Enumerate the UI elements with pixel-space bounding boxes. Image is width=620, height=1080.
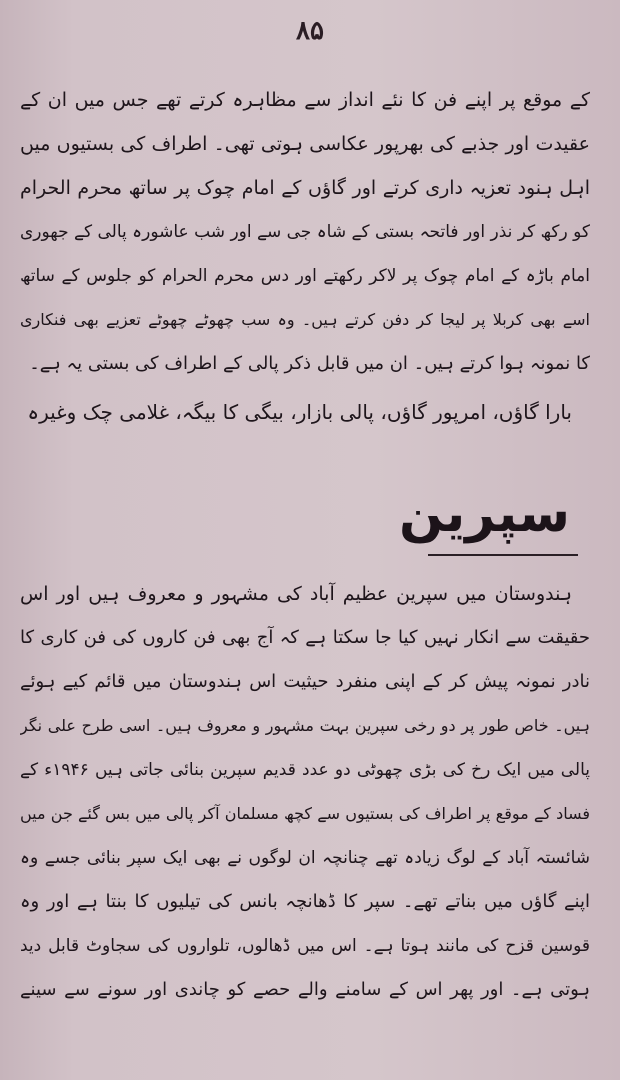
text-line: فساد کے موقع پر اطراف کی بستیوں سے کچھ مسلمان آکر پالی میں بس گئے جن میں bbox=[20, 804, 590, 823]
text-line: عقیدت اور جذبے کی بھرپور عکاسی ہوتی تھی۔ اطراف کی بستیوں میں bbox=[20, 133, 590, 155]
paragraph-1 bbox=[20, 78, 590, 386]
text-line: کو رکھ کر نذر اور فاتحہ بستی کے شاہ جی سے اور شب عاشورہ پالی کے جھوری bbox=[20, 222, 590, 242]
text-line: حقیقت سے انکار نہیں کیا جا سکتا ہے کہ آج بھی فن کاروں کی فن کاری کا bbox=[20, 627, 590, 648]
heading-underline bbox=[428, 554, 578, 556]
places-list bbox=[20, 390, 590, 434]
page-number: ۸۵ bbox=[296, 16, 324, 46]
section-title: سپرین bbox=[398, 484, 570, 544]
text-line: کا نمونہ ہوا کرتے ہیں۔ ان میں قابل ذکر پالی کے اطراف کی بستی یہ ہے۔ bbox=[29, 353, 590, 374]
text-line: نادر نمونہ پیش کر کے اپنی منفرد حیثیت اس ہندوستان میں قائم کیے ہوئے bbox=[20, 671, 590, 692]
text-line: اپنے گاؤں میں بناتے تھے۔ سپر کا ڈھانچہ بانس کی تیلیوں کا بنتا ہے اور وہ bbox=[20, 891, 590, 912]
text-line: ہوتی ہے۔ اور پھر اس کے سامنے والے حصے کو چاندی اور سونے سے سینے bbox=[20, 979, 590, 1000]
text-line: امام باڑہ کے امام چوک پر لاکر رکھتے اور دس محرم الحرام کو جلوس کے ساتھ bbox=[20, 266, 590, 286]
text-line: شائستہ آباد کے لوگ زیادہ تھے چنانچہ ان لوگوں نے بھی ایک سپر بنائی جسے وہ bbox=[20, 848, 590, 868]
text-line: بارا گاؤں، امرپور گاؤں، پالی بازار، بیگی کا بیگہ، غلامی چک وغیرہ bbox=[27, 400, 572, 424]
text-line: اہل ہنود تعزیہ داری کرتے اور گاؤں کے امام چوک پر ساتھ محرم الحرام bbox=[20, 177, 590, 199]
paragraph-2 bbox=[20, 572, 590, 1012]
text-line: ہیں۔ خاص طور پر دو رخی سپرین بہت مشہور و معروف ہیں۔ اسی طرح علی نگر bbox=[20, 716, 590, 735]
text-line: ہندوستان میں سپرین عظیم آباد کی مشہور و معروف ہیں اور اس bbox=[20, 583, 572, 605]
text-line: اسے بھی کربلا پر لیجا کر دفن کرتے ہیں۔ وہ سب چھوٹے چھوٹے تعزیے بھی فنکاری bbox=[20, 310, 590, 329]
text-line: کے موقع پر اپنے فن کا نئے انداز سے مظاہرہ کرتے تھے جس میں ان کے bbox=[20, 89, 590, 111]
text-line: قوسین قزح کی مانند ہوتا ہے۔ اس میں ڈھالوں، تلواروں کی سجاوٹ قابل دید bbox=[20, 936, 590, 956]
section-heading bbox=[398, 478, 570, 563]
text-line: پالی میں ایک رخ کی بڑی چھوٹی دو عدد قدیم سپرین بنائی جاتی ہیں ۱۹۴۶ء کے bbox=[20, 760, 590, 780]
